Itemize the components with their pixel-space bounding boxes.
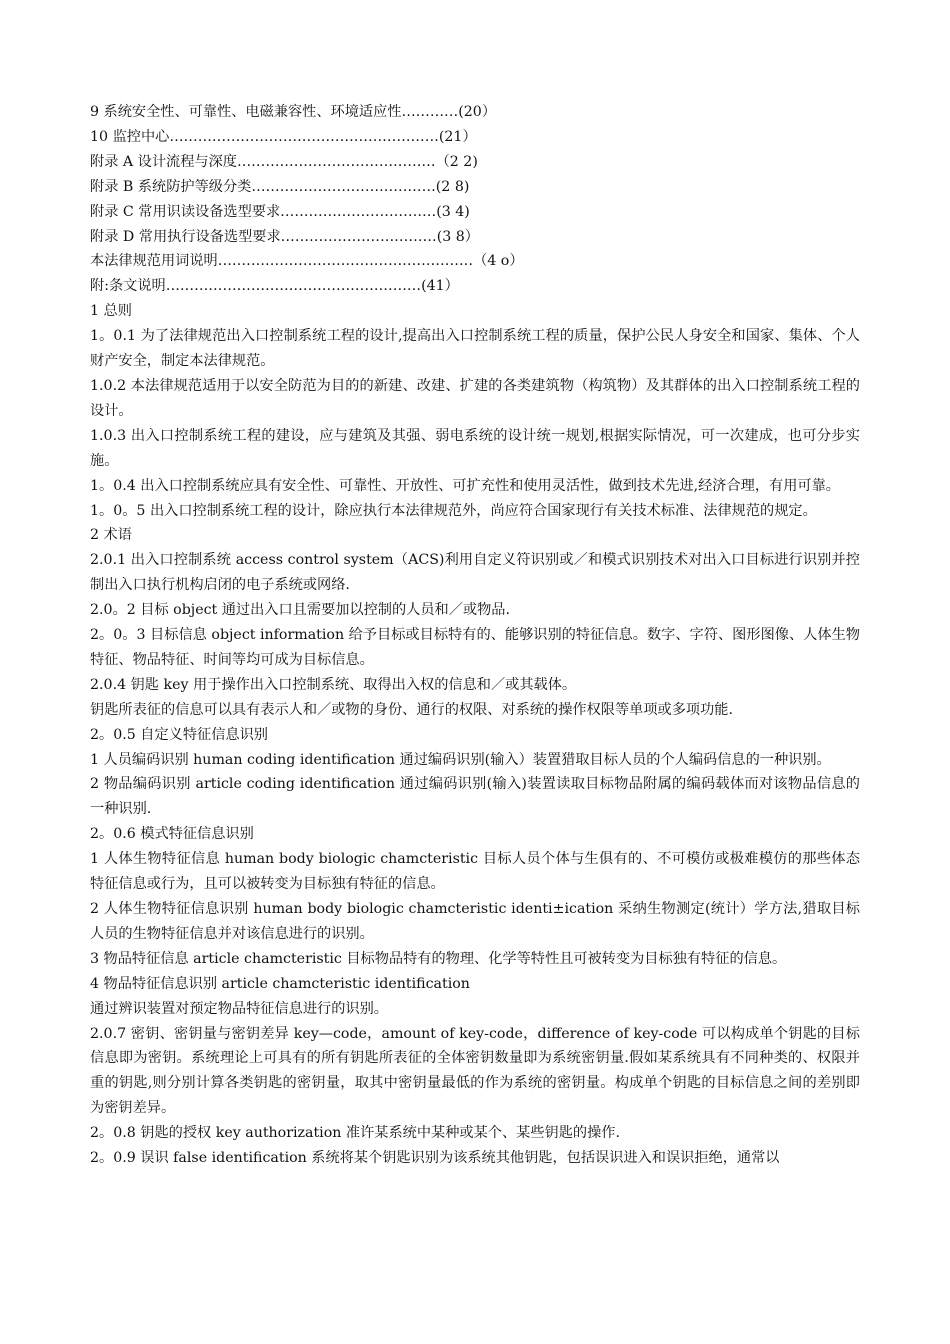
- paragraph: 1 人体生物特征信息 human body biologic chamcteristic 目标人员个体与生俱有的、不可模仿或极难模仿的那些体态特征信息或行为，且可以被转变为目标独有特征的信息。: [90, 851, 860, 893]
- paragraph: 1。0.4 出入口控制系统应具有安全性、可靠性、开放性、可扩充性和使用灵活性，做到技术先进,经济合理，有用可靠。: [90, 477, 840, 494]
- paragraph: 2。0.9 误识 false identification 系统将某个钥匙识别为该系统其他钥匙，包括误识进入和误识拒绝，通常以: [90, 1150, 780, 1167]
- paragraph: 1。0.1 为了法律规范出入口控制系统工程的设计,提高出入口控制系统工程的质量，保护公民人身安全和国家、集体、个人财产安全，制定本法律规范。: [90, 328, 860, 370]
- paragraph: 1 人员编码识别 human coding identification 通过编码识别(输入）装置猎取目标人员的个人编码信息的一种识别。: [90, 751, 831, 768]
- paragraph: 2。0.8 钥匙的授权 key authorization 准许某系统中某种或某个、某些钥匙的操作.: [90, 1125, 620, 1142]
- toc-line: 本法律规范用词说明………………………………………………（4 o）: [90, 253, 524, 270]
- paragraph: 1.0.3 出入口控制系统工程的建设，应与建筑及其强、弱电系统的设计统一规划,根据实际情况，可一次建成，也可分步实施。: [90, 427, 860, 469]
- paragraph: 2.0.7 密钥、密钥量与密钥差异 key—code，amount of key-code，difference of key-code 可以构成单个钥匙的目标信息即为密钥。系统理论上可具有的所有钥匙所表征的全体密钥数量即为系统密钥量.假如某系统具有不同种类的、权限并重的钥匙,则分别计算各类钥匙的密钥量，取其中密钥量最低的作为系统的密钥量。构成单个钥匙的目标信息之间的差别即为密钥差异。: [90, 1025, 860, 1117]
- section-heading: 1 总则: [90, 303, 132, 320]
- paragraph: 1.0.2 本法律规范适用于以安全防范为目的的新建、改建、扩建的各类建筑物（构筑物）及其群体的出入口控制系统工程的设计。: [90, 377, 860, 419]
- paragraph: 3 物品特征信息 article chamcteristic 目标物品特有的物理、化学等特性且可被转变为目标独有特征的信息。: [90, 950, 787, 967]
- paragraph: 4 物品特征信息识别 article chamcteristic identification: [90, 975, 470, 992]
- paragraph: 2 物品编码识别 article coding identification 通过编码识别(输入)装置读取目标物品附属的编码载体而对该物品信息的一种识别.: [90, 776, 860, 818]
- paragraph: 2.0.4 钥匙 key 用于操作出入口控制系统、取得出入权的信息和／或其载体。: [90, 676, 577, 693]
- section-heading: 2 术语: [90, 527, 132, 544]
- toc-line: 10 监控中心…………………………………………………(21）: [90, 128, 477, 145]
- subsection-heading: 2。0.6 模式特征信息识别: [90, 826, 254, 843]
- paragraph: 1。0。5 出入口控制系统工程的设计，除应执行本法律规范外，尚应符合国家现行有关技术标准、法律规范的规定。: [90, 502, 817, 519]
- paragraph: 2。0。3 目标信息 object information 给予目标或目标特有的、能够识别的特征信息。数字、字符、图形图像、人体生物特征、物品特征、时间等均可成为目标信息。: [90, 627, 860, 668]
- paragraph: 通过辨识装置对预定物品特征信息进行的识别。: [90, 1000, 388, 1017]
- toc-line: 附录 D 常用执行设备选型要求……………………………(3 8）: [90, 228, 479, 245]
- paragraph: 2.0.1 出入口控制系统 access control system（ACS)利用自定义符识别或／和模式识别技术对出入口目标进行识别并控制出入口执行机构启闭的电子系统或网络.: [90, 552, 860, 594]
- paragraph: 2.0。2 目标 object 通过出入口且需要加以控制的人员和／或物品.: [90, 602, 511, 619]
- toc-line: 附录 A 设计流程与深度……………………………………（2 2): [90, 153, 478, 170]
- toc-line: 附:条文说明………………………………………………(41）: [90, 278, 459, 295]
- paragraph: 2 人体生物特征信息识别 human body biologic chamcteristic identi±ication 采纳生物测定(统计）学方法,猎取目标人员的生物特征信息并对该信息进行的识别。: [90, 901, 860, 942]
- toc-line: 附录 B 系统防护等级分类…………………………………(2 8): [90, 178, 470, 195]
- toc-line: 9 系统安全性、可靠性、电磁兼容性、环境适应性…………(20）: [90, 104, 497, 120]
- toc-line: 附录 C 常用识读设备选型要求……………………………(3 4): [90, 203, 470, 220]
- paragraph: 钥匙所表征的信息可以具有表示人和／或物的身份、通行的权限、对系统的操作权限等单项或多项功能.: [90, 701, 733, 718]
- document-page: [90, 100, 860, 1171]
- subsection-heading: 2。0.5 自定义特征信息识别: [90, 726, 268, 743]
